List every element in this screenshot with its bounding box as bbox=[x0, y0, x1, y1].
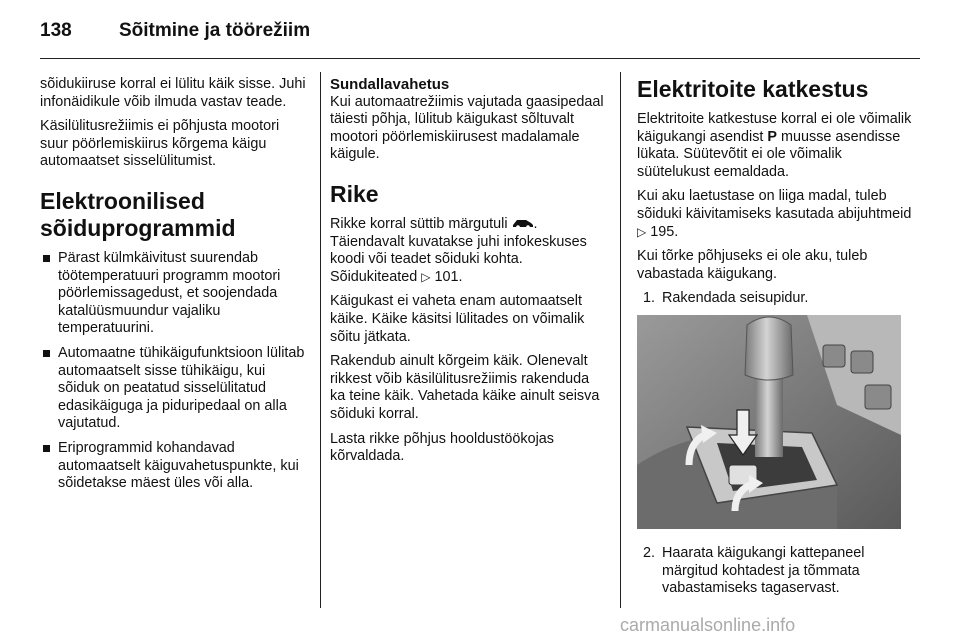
step-item: 2. Haarata käigukangi kattepaneel märgitud kohtadest ja tõmmata vabastamiseks tagaservast. bbox=[643, 544, 865, 597]
column-1 bbox=[40, 76, 310, 500]
ref-arrow-icon: ▷ bbox=[421, 269, 431, 284]
ref-arrow-icon: ▷ bbox=[637, 224, 647, 239]
list-item: Eriprogrammid kohandavad automaatselt käiguvahetuspunkte, kui sõidetakse mäest üles või alla. bbox=[40, 440, 310, 493]
header-rule bbox=[40, 58, 920, 59]
page-header bbox=[40, 8, 920, 52]
paragraph: Elektritoite katkestuse korral ei ole võimalik käigukangi asendist P muusse asendisse lükata. Süütevõtit ei ole võimalik süütelukust eemaldada. bbox=[637, 111, 912, 180]
bullet-icon bbox=[43, 350, 50, 357]
page-title: Sõitmine ja töörežiim bbox=[119, 20, 311, 41]
subsection-heading: Sundallavahetus bbox=[330, 76, 450, 93]
bullet-icon bbox=[43, 445, 50, 452]
paragraph: Rikke korral süttib märgutuli . Täiendavalt kuvatakse juhi infokeskuses koodi või teadet sõiduki kohta. Sõidukiteated ▷ 101. bbox=[330, 215, 587, 285]
column-2 bbox=[330, 76, 606, 473]
paragraph: Kui tõrke põhjuseks ei ole aku, tuleb vabastada käigukang. bbox=[637, 248, 868, 282]
column-divider bbox=[320, 72, 321, 608]
page-number: 138 bbox=[40, 20, 72, 41]
paragraph: Käsilülitusrežiimis ei põhjusta mootori suur pöörlemiskiirus kõrgema käigu automaatset sisselülitumist. bbox=[40, 118, 280, 170]
paragraph: Rakendub ainult kõrgeim käik. Olenevalt rikkest võib käsilülitusrežiimis rakenduda ka teine käik. Vahetada käike ainult seisva sõiduki korral. bbox=[330, 353, 600, 422]
gear-lever-illustration bbox=[637, 315, 901, 529]
bullet-icon bbox=[43, 255, 50, 262]
list-item: Pärast külmkäivitust suurendab töötemperatuuri programm mootori pöörlemissagedust, et soojendada katalüüsmuundur vajaliku temperatuurini. bbox=[40, 250, 310, 338]
bullet-list bbox=[40, 250, 310, 493]
watermark: carmanualsonline.info bbox=[620, 615, 796, 635]
section-heading: Rike bbox=[330, 180, 379, 207]
step-item: 1. Rakendada seisupidur. bbox=[643, 290, 809, 307]
paragraph: Kui aku laetustase on liiga madal, tuleb sõiduki käivitamiseks kasutada abijuhtmeid ▷ 195. bbox=[637, 188, 912, 240]
paragraph: Lasta rikke põhjus hooldustöökojas kõrvaldada. bbox=[330, 430, 554, 465]
paragraph: Kui automaatrežiimis vajutada gaasipedaal täiesti põhja, lülitub käigukast sõltuvalt mootori pöörlemiskiirusest madalamale käigule. bbox=[330, 93, 604, 163]
column-3 bbox=[637, 76, 915, 605]
paragraph: Käigukast ei vaheta enam automaatselt käike. Käike käsitsi lülitades on võimalik sõitu jätkata. bbox=[330, 293, 585, 345]
section-heading: Elektritoite katkestus bbox=[637, 76, 869, 102]
column-divider bbox=[620, 72, 621, 608]
section-heading: Elektroonilised sõiduprogrammid bbox=[40, 187, 236, 241]
paragraph: sõidukiiruse korral ei lülitu käik sisse. Juhi infonäidikule võib ilmuda vastav teade. bbox=[40, 76, 306, 110]
list-item: Automaatne tühikäigufunktsioon lülitab automaatselt sisse tühikäigu, kui sõiduk on peatatud sisselülitatud edasikäiguga ja piduripedaal on alla vajutatud. bbox=[40, 345, 310, 433]
car-warning-icon bbox=[512, 217, 534, 229]
